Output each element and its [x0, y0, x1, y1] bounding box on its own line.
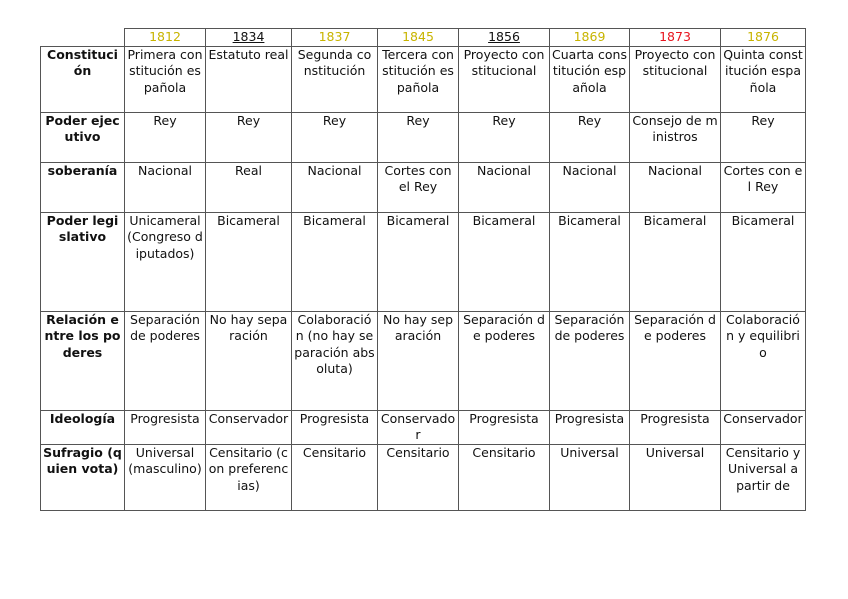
year-header: 1845	[378, 29, 459, 47]
table-cell: Universal (masculino)	[125, 444, 206, 510]
table-cell: Bicameral	[459, 212, 550, 311]
row-header: Relación entre los poderes	[41, 311, 125, 410]
table-cell: Quinta constitución española	[721, 46, 806, 112]
table-cell: Bicameral	[292, 212, 378, 311]
table-cell: Censitario	[378, 444, 459, 510]
table-corner	[41, 29, 125, 47]
table-cell: Proyecto constitucional	[459, 46, 550, 112]
table-row	[41, 162, 806, 212]
table-cell: Censitario	[292, 444, 378, 510]
table-row	[41, 212, 806, 311]
row-header: Constitución	[41, 46, 125, 112]
year-header-row	[41, 29, 806, 47]
table-row	[41, 112, 806, 162]
table-cell: Rey	[550, 112, 630, 162]
table-row	[41, 46, 806, 112]
table-cell: Rey	[378, 112, 459, 162]
table-cell: Estatuto real	[206, 46, 292, 112]
table-cell: Nacional	[459, 162, 550, 212]
table-row	[41, 311, 806, 410]
table-cell: Conservador	[206, 410, 292, 444]
table-row	[41, 444, 806, 510]
table-cell: Universal	[630, 444, 721, 510]
table-cell: Rey	[125, 112, 206, 162]
table-cell: Nacional	[550, 162, 630, 212]
year-header: 1869	[550, 29, 630, 47]
table-cell: Separación de poderes	[630, 311, 721, 410]
table-cell: Unicameral (Congreso diputados)	[125, 212, 206, 311]
table-cell: Nacional	[125, 162, 206, 212]
table-cell: Separación de poderes	[459, 311, 550, 410]
table-cell: Progresista	[550, 410, 630, 444]
table-cell: Nacional	[292, 162, 378, 212]
table-cell: Primera constitución española	[125, 46, 206, 112]
table-cell: Cortes con el Rey	[378, 162, 459, 212]
table-cell: Cuarta constitución española	[550, 46, 630, 112]
row-header: soberanía	[41, 162, 125, 212]
table-cell: Bicameral	[721, 212, 806, 311]
table-cell: Consejo de ministros	[630, 112, 721, 162]
year-header: 1834	[206, 29, 292, 47]
table-cell: Rey	[292, 112, 378, 162]
table-cell: Colaboración y equilibrio	[721, 311, 806, 410]
table-cell: Progresista	[459, 410, 550, 444]
table-cell: Progresista	[125, 410, 206, 444]
year-header: 1856	[459, 29, 550, 47]
table-cell: Conservador	[721, 410, 806, 444]
table-cell: Separación de poderes	[550, 311, 630, 410]
table-cell: Rey	[459, 112, 550, 162]
table-cell: Nacional	[630, 162, 721, 212]
table-cell: Segunda constitución	[292, 46, 378, 112]
table-cell: Censitario y Universal a partir de	[721, 444, 806, 510]
table-cell: No hay separación	[206, 311, 292, 410]
row-header: Ideología	[41, 410, 125, 444]
year-header: 1873	[630, 29, 721, 47]
row-header: Sufragio (quien vota)	[41, 444, 125, 510]
row-header: Poder ejecutivo	[41, 112, 125, 162]
table-cell: Proyecto constitucional	[630, 46, 721, 112]
table-cell: Rey	[206, 112, 292, 162]
table-cell: Bicameral	[630, 212, 721, 311]
table-cell: Bicameral	[550, 212, 630, 311]
table-cell: Bicameral	[206, 212, 292, 311]
table-cell: No hay separación	[378, 311, 459, 410]
table-cell: Universal	[550, 444, 630, 510]
table-row	[41, 410, 806, 444]
table-cell: Separación de poderes	[125, 311, 206, 410]
table-cell: Conservador	[378, 410, 459, 444]
year-header: 1837	[292, 29, 378, 47]
table-cell: Cortes con el Rey	[721, 162, 806, 212]
table-cell: Censitario (con preferencias)	[206, 444, 292, 510]
table-cell: Bicameral	[378, 212, 459, 311]
table-cell: Progresista	[630, 410, 721, 444]
table-cell: Rey	[721, 112, 806, 162]
year-header: 1876	[721, 29, 806, 47]
table-cell: Real	[206, 162, 292, 212]
table-cell: Colaboración (no hay separación absoluta)	[292, 311, 378, 410]
table-cell: Progresista	[292, 410, 378, 444]
table-cell: Tercera constitución española	[378, 46, 459, 112]
year-header: 1812	[125, 29, 206, 47]
constitutions-table	[40, 28, 806, 511]
table-cell: Censitario	[459, 444, 550, 510]
row-header: Poder legislativo	[41, 212, 125, 311]
